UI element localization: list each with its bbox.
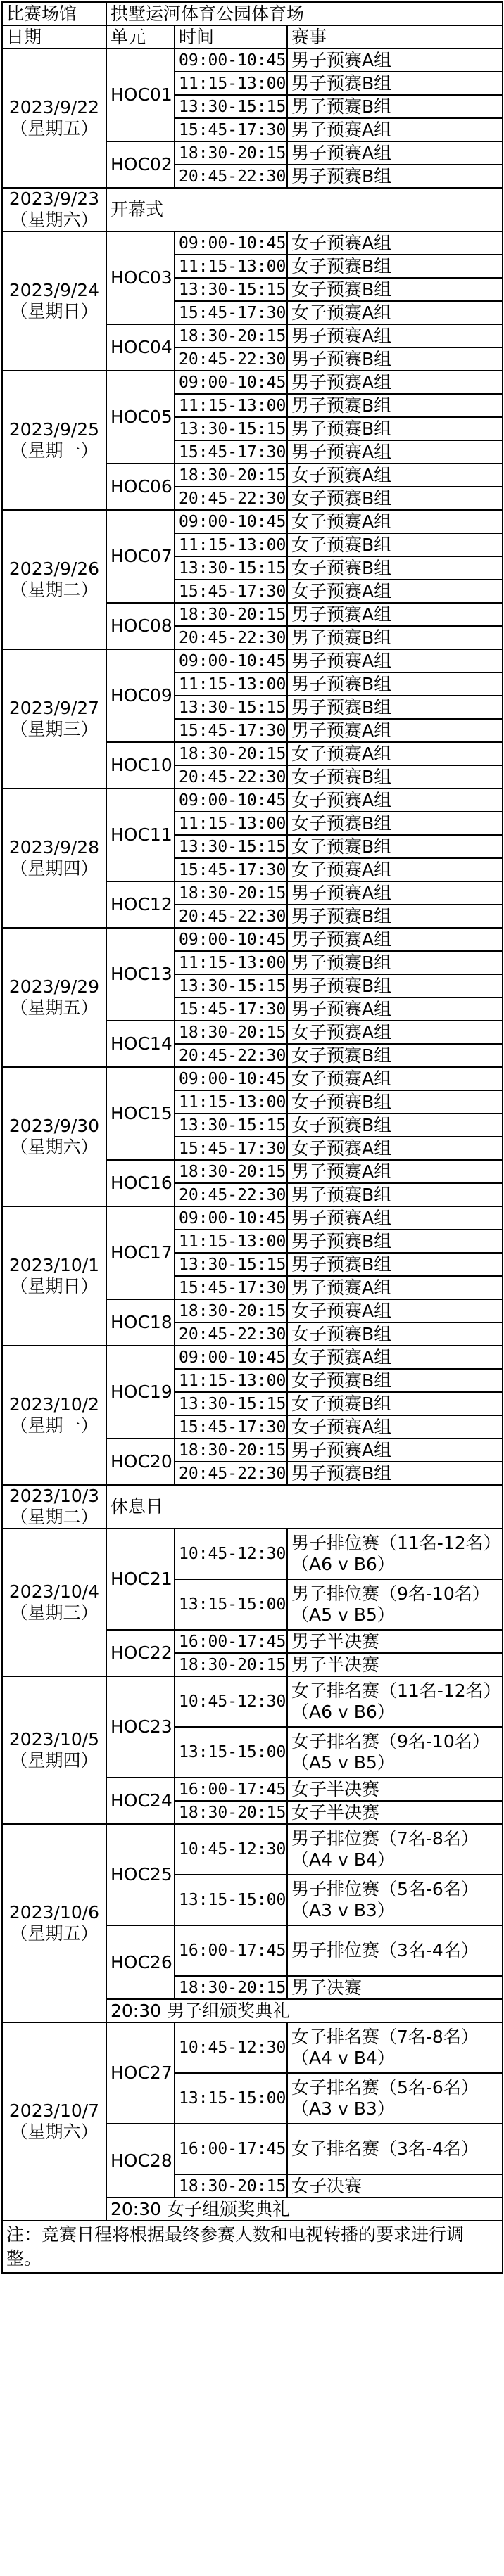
match-time: 15:45-17:30: [175, 1137, 287, 1160]
unit-code: HOC02: [106, 141, 175, 188]
day-row: [2, 188, 503, 231]
match-time: 18:30-20:15: [175, 1976, 287, 1999]
match-event: 男子预赛B组: [287, 417, 503, 440]
match-row: [2, 231, 503, 255]
match-time: 13:30-15:15: [175, 417, 287, 440]
match-time: 13:30-15:15: [175, 696, 287, 719]
match-event: 男子预赛A组: [287, 1206, 503, 1230]
match-event-text: 女子排名赛（9名-10名）: [291, 1731, 490, 1752]
match-time: 20:45-22:30: [175, 765, 287, 789]
date-text: 2023/10/1: [8, 1255, 100, 1275]
match-event: 男子预赛B组: [287, 696, 503, 719]
date-cell: [2, 510, 106, 649]
match-time: 09:00-10:45: [175, 510, 287, 533]
match-event: 男子预赛B组: [287, 1462, 503, 1485]
match-time: 10:45-12:30: [175, 1824, 287, 1875]
match-event: 男子预赛B组: [287, 1253, 503, 1276]
day-event: 开幕式: [106, 188, 503, 231]
match-time: 09:00-10:45: [175, 1346, 287, 1369]
match-event: 男子预赛B组: [287, 1230, 503, 1253]
match-time: 11:15-13:00: [175, 72, 287, 95]
date-cell: [2, 649, 106, 789]
unit-code: HOC27: [106, 2022, 175, 2124]
unit-code: HOC16: [106, 1160, 175, 1206]
match-event: 男子预赛A组: [287, 928, 503, 951]
date-text: 2023/9/23: [8, 189, 100, 209]
match-time: 10:45-12:30: [175, 1676, 287, 1727]
date-cell: [2, 928, 106, 1067]
match-row: [2, 1067, 503, 1090]
match-time: 15:45-17:30: [175, 997, 287, 1021]
match-time: 15:45-17:30: [175, 858, 287, 881]
match-event: 女子预赛A组: [287, 1299, 503, 1322]
match-time: 15:45-17:30: [175, 719, 287, 742]
match-event: 男子预赛B组: [287, 394, 503, 417]
col-date-header: 日期: [2, 25, 106, 49]
match-event: 男子预赛B组: [287, 974, 503, 997]
match-time: 16:00-17:45: [175, 1630, 287, 1653]
match-time: 15:45-17:30: [175, 1415, 287, 1439]
weekday-text: （星期五）: [10, 997, 99, 1018]
date-cell: [2, 789, 106, 928]
match-time: 11:15-13:00: [175, 812, 287, 835]
match-event: 男子预赛A组: [287, 997, 503, 1021]
match-time: 18:30-20:15: [175, 742, 287, 765]
schedule-table: [1, 1, 503, 2274]
match-time: 11:15-13:00: [175, 951, 287, 974]
weekday-text: （星期二）: [10, 580, 99, 600]
day-event: 休息日: [106, 1485, 503, 1529]
match-event: 女子预赛B组: [287, 533, 503, 556]
match-time: 09:00-10:45: [175, 649, 287, 672]
match-event: 女子预赛B组: [287, 487, 503, 510]
match-event: 女子预赛A组: [287, 464, 503, 487]
unit-code: HOC12: [106, 881, 175, 928]
match-time: 10:45-12:30: [175, 1529, 287, 1579]
venue-label: 比赛场馆: [2, 2, 106, 25]
match-row: [2, 1206, 503, 1230]
match-event: 女子预赛A组: [287, 301, 503, 324]
match-row: [2, 1346, 503, 1369]
match-time: 13:30-15:15: [175, 95, 287, 118]
match-time: 18:30-20:15: [175, 2174, 287, 2198]
match-time: 20:45-22:30: [175, 487, 287, 510]
match-time: 18:30-20:15: [175, 1021, 287, 1044]
match-event: 男子排位赛（3名-4名）: [287, 1925, 503, 1976]
match-row: [2, 371, 503, 394]
match-time: 18:30-20:15: [175, 464, 287, 487]
match-row: [2, 649, 503, 672]
weekday-text: （星期二）: [10, 1507, 99, 1527]
match-time: 11:15-13:00: [175, 1090, 287, 1114]
match-time: 09:00-10:45: [175, 1206, 287, 1230]
match-time: 16:00-17:45: [175, 1925, 287, 1976]
match-time: 13:30-15:15: [175, 556, 287, 580]
match-time: 15:45-17:30: [175, 440, 287, 464]
match-time: 18:30-20:15: [175, 881, 287, 905]
unit-code: HOC25: [106, 1824, 175, 1925]
match-time: 15:45-17:30: [175, 580, 287, 603]
unit-code: HOC22: [106, 1630, 175, 1676]
date-cell: [2, 1346, 106, 1485]
match-event: 女子预赛A组: [287, 1415, 503, 1439]
match-time: 15:45-17:30: [175, 301, 287, 324]
match-event: 男子预赛B组: [287, 951, 503, 974]
date-cell: [2, 231, 106, 371]
match-time: 18:30-20:15: [175, 1439, 287, 1462]
match-event: 女子排名赛（3名-4名）: [287, 2124, 503, 2174]
unit-code: HOC07: [106, 510, 175, 603]
unit-code: HOC21: [106, 1529, 175, 1630]
match-row: [2, 49, 503, 72]
weekday-text: （星期四）: [10, 1750, 99, 1771]
date-text: 2023/10/5: [8, 1729, 100, 1749]
date-text: 2023/9/26: [8, 559, 100, 579]
match-time: 13:15-15:00: [175, 1875, 287, 1925]
header-row: [2, 2, 503, 25]
match-time: 09:00-10:45: [175, 1067, 287, 1090]
unit-code: HOC28: [106, 2124, 175, 2198]
page: [0, 1, 504, 2576]
date-text: 2023/9/28: [8, 837, 100, 857]
date-text: 2023/10/2: [8, 1394, 100, 1415]
match-time: 13:30-15:15: [175, 1114, 287, 1137]
unit-code: HOC14: [106, 1021, 175, 1067]
weekday-text: （星期一）: [10, 1415, 99, 1436]
match-event: 男子预赛B组: [287, 72, 503, 95]
match-row: [2, 1676, 503, 1727]
match-event: 女子预赛B组: [287, 1392, 503, 1415]
match-time: 20:45-22:30: [175, 347, 287, 371]
match-time: 16:00-17:45: [175, 2124, 287, 2174]
match-event: 女子预赛B组: [287, 1090, 503, 1114]
match-row: [2, 1529, 503, 1579]
match-time: 15:45-17:30: [175, 118, 287, 141]
match-row: [2, 510, 503, 533]
match-event: 男子预赛A组: [287, 603, 503, 626]
match-event: 男子预赛B组: [287, 672, 503, 696]
match-row: [2, 2022, 503, 2073]
weekday-text: （星期六）: [10, 2122, 99, 2142]
col-event-header: 赛事: [287, 25, 503, 49]
match-event: 男子预赛A组: [287, 881, 503, 905]
date-cell: [2, 1206, 106, 1346]
unit-code: HOC18: [106, 1299, 175, 1346]
unit-code: HOC11: [106, 789, 175, 881]
match-event: 男子半决赛: [287, 1653, 503, 1676]
match-event: 男子预赛A组: [287, 1276, 503, 1299]
match-time: 11:15-13:00: [175, 533, 287, 556]
unit-code: HOC04: [106, 324, 175, 371]
match-event: 男子排位赛（5名-6名）（A3 v B3）: [287, 1875, 503, 1925]
unit-code: HOC26: [106, 1925, 175, 1999]
match-time: 11:15-13:00: [175, 394, 287, 417]
match-event: 男子预赛B组: [287, 165, 503, 188]
match-time: 09:00-10:45: [175, 928, 287, 951]
match-event: 女子预赛B组: [287, 812, 503, 835]
date-cell: [2, 188, 106, 231]
match-event: 男子预赛A组: [287, 1439, 503, 1462]
match-event: 男子预赛B组: [287, 626, 503, 649]
match-event: 女子预赛B组: [287, 1044, 503, 1067]
date-cell: [2, 1485, 106, 1529]
match-event: 女子排名赛（7名-8名）（A4 v B4）: [287, 2022, 503, 2073]
ceremony-cell: 20:30 男子组颁奖典礼: [106, 1999, 503, 2022]
match-event: 男子预赛A组: [287, 649, 503, 672]
col-time-header: 时间: [175, 25, 287, 49]
date-text: 2023/10/6: [8, 1902, 100, 1923]
date-text: 2023/9/29: [8, 976, 100, 997]
match-time: 20:45-22:30: [175, 1044, 287, 1067]
date-text: 2023/9/30: [8, 1116, 100, 1136]
match-row: [2, 789, 503, 812]
match-time: 13:30-15:15: [175, 278, 287, 301]
match-event-extra: （A5 v B5）: [291, 1752, 395, 1773]
date-cell: [2, 371, 106, 510]
match-time: 13:15-15:00: [175, 1727, 287, 1778]
unit-code: HOC24: [106, 1778, 175, 1824]
match-event: 女子预赛B组: [287, 255, 503, 278]
match-event: 男子预赛A组: [287, 1160, 503, 1183]
match-event: 女子预赛B组: [287, 765, 503, 789]
match-event: 男子排位赛（9名-10名）（A5 v B5）: [287, 1579, 503, 1630]
match-event: 女子预赛A组: [287, 789, 503, 812]
unit-code: HOC05: [106, 371, 175, 464]
match-time: 16:00-17:45: [175, 1778, 287, 1801]
match-row: [2, 1824, 503, 1875]
match-time: 18:30-20:15: [175, 1160, 287, 1183]
match-event: 男子决赛: [287, 1976, 503, 1999]
match-time: 11:15-13:00: [175, 1369, 287, 1392]
match-event: 男子半决赛: [287, 1630, 503, 1653]
match-time: 09:00-10:45: [175, 789, 287, 812]
unit-code: HOC06: [106, 464, 175, 510]
day-row: [2, 1485, 503, 1529]
match-event: 女子预赛A组: [287, 580, 503, 603]
date-cell: [2, 1824, 106, 2022]
match-time: 18:30-20:15: [175, 324, 287, 347]
match-time: 13:15-15:00: [175, 1579, 287, 1630]
weekday-text: （星期日）: [10, 301, 99, 321]
match-time: 20:45-22:30: [175, 626, 287, 649]
footnote-row: [2, 2221, 503, 2273]
match-row: [2, 928, 503, 951]
weekday-text: （星期三）: [10, 1602, 99, 1623]
match-time: 18:30-20:15: [175, 1653, 287, 1676]
date-text: 2023/9/27: [8, 698, 100, 718]
weekday-text: （星期五）: [10, 118, 99, 139]
match-time: 18:30-20:15: [175, 1299, 287, 1322]
match-time: 11:15-13:00: [175, 672, 287, 696]
weekday-text: （星期四）: [10, 858, 99, 879]
match-time: 20:45-22:30: [175, 1183, 287, 1206]
match-event: 女子预赛B组: [287, 278, 503, 301]
match-time: 09:00-10:45: [175, 231, 287, 255]
match-event: 女子预赛B组: [287, 1369, 503, 1392]
match-event: [287, 1727, 503, 1778]
date-text: 2023/10/4: [8, 1581, 100, 1602]
match-event: 女子决赛: [287, 2174, 503, 2198]
unit-code: HOC01: [106, 49, 175, 141]
match-event: 男子预赛B组: [287, 95, 503, 118]
col-unit-header: 单元: [106, 25, 175, 49]
match-event: 女子预赛A组: [287, 231, 503, 255]
weekday-text: （星期六）: [10, 1137, 99, 1157]
date-cell: [2, 1067, 106, 1206]
match-time: 18:30-20:15: [175, 1801, 287, 1824]
match-time: 09:00-10:45: [175, 371, 287, 394]
unit-code: HOC23: [106, 1676, 175, 1778]
match-time: 11:15-13:00: [175, 255, 287, 278]
footnote: 注：竞赛日程将根据最终参赛人数和电视转播的要求进行调整。: [2, 2221, 503, 2273]
venue-name: 拱墅运河体育公园体育场: [106, 2, 503, 25]
date-cell: [2, 2022, 106, 2221]
match-time: 20:45-22:30: [175, 1322, 287, 1346]
match-event: 女子预赛B组: [287, 556, 503, 580]
date-text: 2023/9/22: [8, 97, 100, 117]
match-event: 男子预赛A组: [287, 324, 503, 347]
match-time: 11:15-13:00: [175, 1230, 287, 1253]
unit-code: HOC08: [106, 603, 175, 649]
column-header-row: [2, 25, 503, 49]
match-event: 男子预赛B组: [287, 905, 503, 928]
weekday-text: （星期五）: [10, 1923, 99, 1944]
match-time: 13:30-15:15: [175, 974, 287, 997]
date-cell: [2, 49, 106, 188]
match-event: 女子预赛A组: [287, 858, 503, 881]
match-time: 20:45-22:30: [175, 1462, 287, 1485]
weekday-text: （星期六）: [10, 210, 99, 230]
match-event: 男子预赛B组: [287, 1183, 503, 1206]
match-time: 09:00-10:45: [175, 49, 287, 72]
weekday-text: （星期一）: [10, 440, 99, 461]
match-time: 13:30-15:15: [175, 1392, 287, 1415]
unit-code: HOC20: [106, 1439, 175, 1485]
match-time: 13:15-15:00: [175, 2073, 287, 2124]
match-event: 男子预赛A组: [287, 440, 503, 464]
match-event: 女子预赛B组: [287, 835, 503, 858]
match-event: 男子排位赛（11名-12名）（A6 v B6）: [287, 1529, 503, 1579]
unit-code: HOC17: [106, 1206, 175, 1299]
unit-code: HOC03: [106, 231, 175, 324]
unit-code: HOC19: [106, 1346, 175, 1439]
match-time: 20:45-22:30: [175, 165, 287, 188]
match-event: 女子预赛A组: [287, 510, 503, 533]
date-text: 2023/10/7: [8, 2100, 100, 2121]
match-time: 13:30-15:15: [175, 1253, 287, 1276]
unit-code: HOC09: [106, 649, 175, 742]
match-event: 女子半决赛: [287, 1778, 503, 1801]
match-event: 男子预赛A组: [287, 141, 503, 165]
unit-code: HOC15: [106, 1067, 175, 1160]
match-time: 20:45-22:30: [175, 905, 287, 928]
match-time: 10:45-12:30: [175, 2022, 287, 2073]
match-event: 女子半决赛: [287, 1801, 503, 1824]
schedule-body: [2, 2, 503, 2273]
match-event: 女子排名赛（11名-12名）（A6 v B6）: [287, 1676, 503, 1727]
match-event: 女子预赛B组: [287, 1114, 503, 1137]
match-event: 男子预赛B组: [287, 347, 503, 371]
date-cell: [2, 1676, 106, 1824]
match-event: 女子预赛A组: [287, 742, 503, 765]
weekday-text: （星期三）: [10, 719, 99, 739]
match-time: 18:30-20:15: [175, 141, 287, 165]
match-event: 男子预赛A组: [287, 118, 503, 141]
match-event: 男子预赛A组: [287, 371, 503, 394]
match-event: 男子预赛A组: [287, 49, 503, 72]
weekday-text: （星期日）: [10, 1276, 99, 1296]
date-cell: [2, 1529, 106, 1676]
date-text: 2023/9/24: [8, 280, 100, 300]
unit-code: HOC10: [106, 742, 175, 789]
match-event: 女子预赛A组: [287, 1346, 503, 1369]
match-event: 女子预赛A组: [287, 1021, 503, 1044]
match-event: 男子排位赛（7名-8名）（A4 v B4）: [287, 1824, 503, 1875]
date-text: 2023/9/25: [8, 419, 100, 440]
match-event: 女子预赛B组: [287, 1322, 503, 1346]
match-event: 女子预赛A组: [287, 1067, 503, 1090]
match-time: 15:45-17:30: [175, 1276, 287, 1299]
match-event: 女子排名赛（5名-6名）（A3 v B3）: [287, 2073, 503, 2124]
ceremony-cell: 20:30 女子组颁奖典礼: [106, 2198, 503, 2221]
match-time: 18:30-20:15: [175, 603, 287, 626]
date-text: 2023/10/3: [8, 1486, 100, 1506]
match-event: 男子预赛A组: [287, 719, 503, 742]
match-event: 女子预赛A组: [287, 1137, 503, 1160]
match-time: 13:30-15:15: [175, 835, 287, 858]
unit-code: HOC13: [106, 928, 175, 1021]
